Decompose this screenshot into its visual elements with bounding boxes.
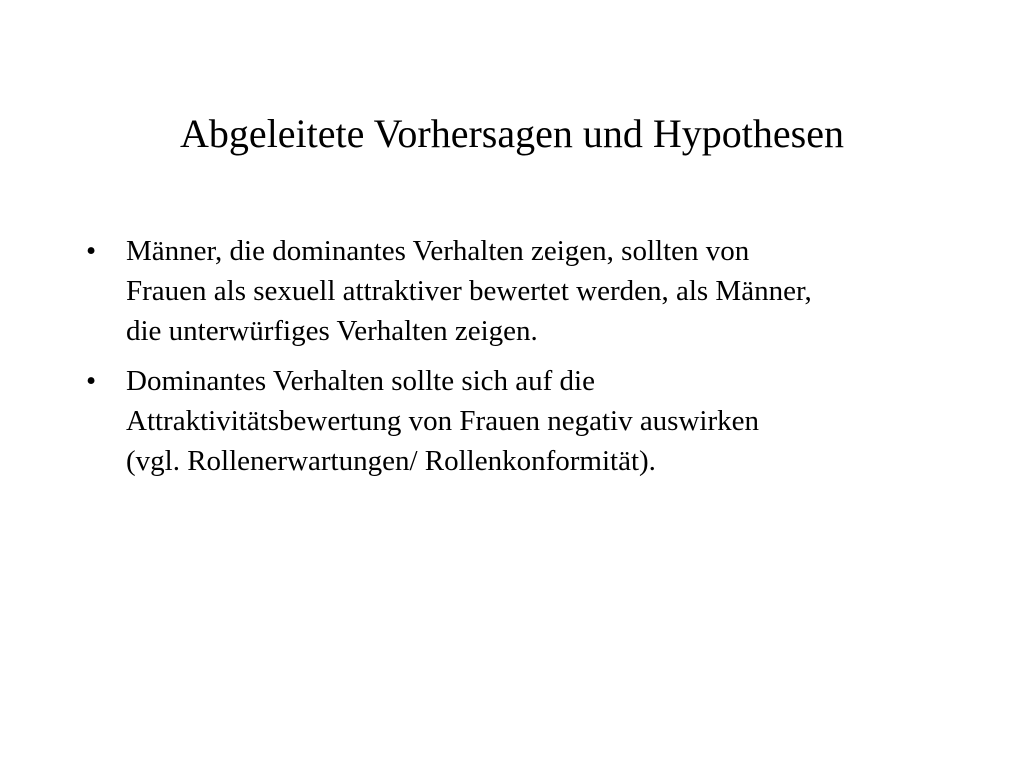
bullet-line: Frauen als sexuell attraktiver bewertet werden, als Männer, (126, 275, 812, 307)
bullet-list (86, 231, 956, 491)
bullet-dot-icon: • (86, 235, 97, 267)
bullet-line: Männer, die dominantes Verhalten zeigen, sollten von (126, 235, 750, 267)
slide-title: Abgeleitete Vorhersagen und Hypothesen (180, 111, 844, 156)
bullet-line: Dominantes Verhalten sollte sich auf die (126, 365, 595, 397)
bullet-line: die unterwürfiges Verhalten zeigen. (126, 315, 538, 347)
bullet-line: Attraktivitätsbewertung von Frauen negativ auswirken (126, 405, 760, 437)
bullet-item-negative-effect (86, 361, 956, 481)
bullet-item-dominance-attractiveness (86, 231, 956, 351)
bullet-line: (vgl. Rollenerwartungen/ Rollenkonformität). (126, 445, 656, 477)
bullet-dot-icon: • (86, 365, 97, 397)
